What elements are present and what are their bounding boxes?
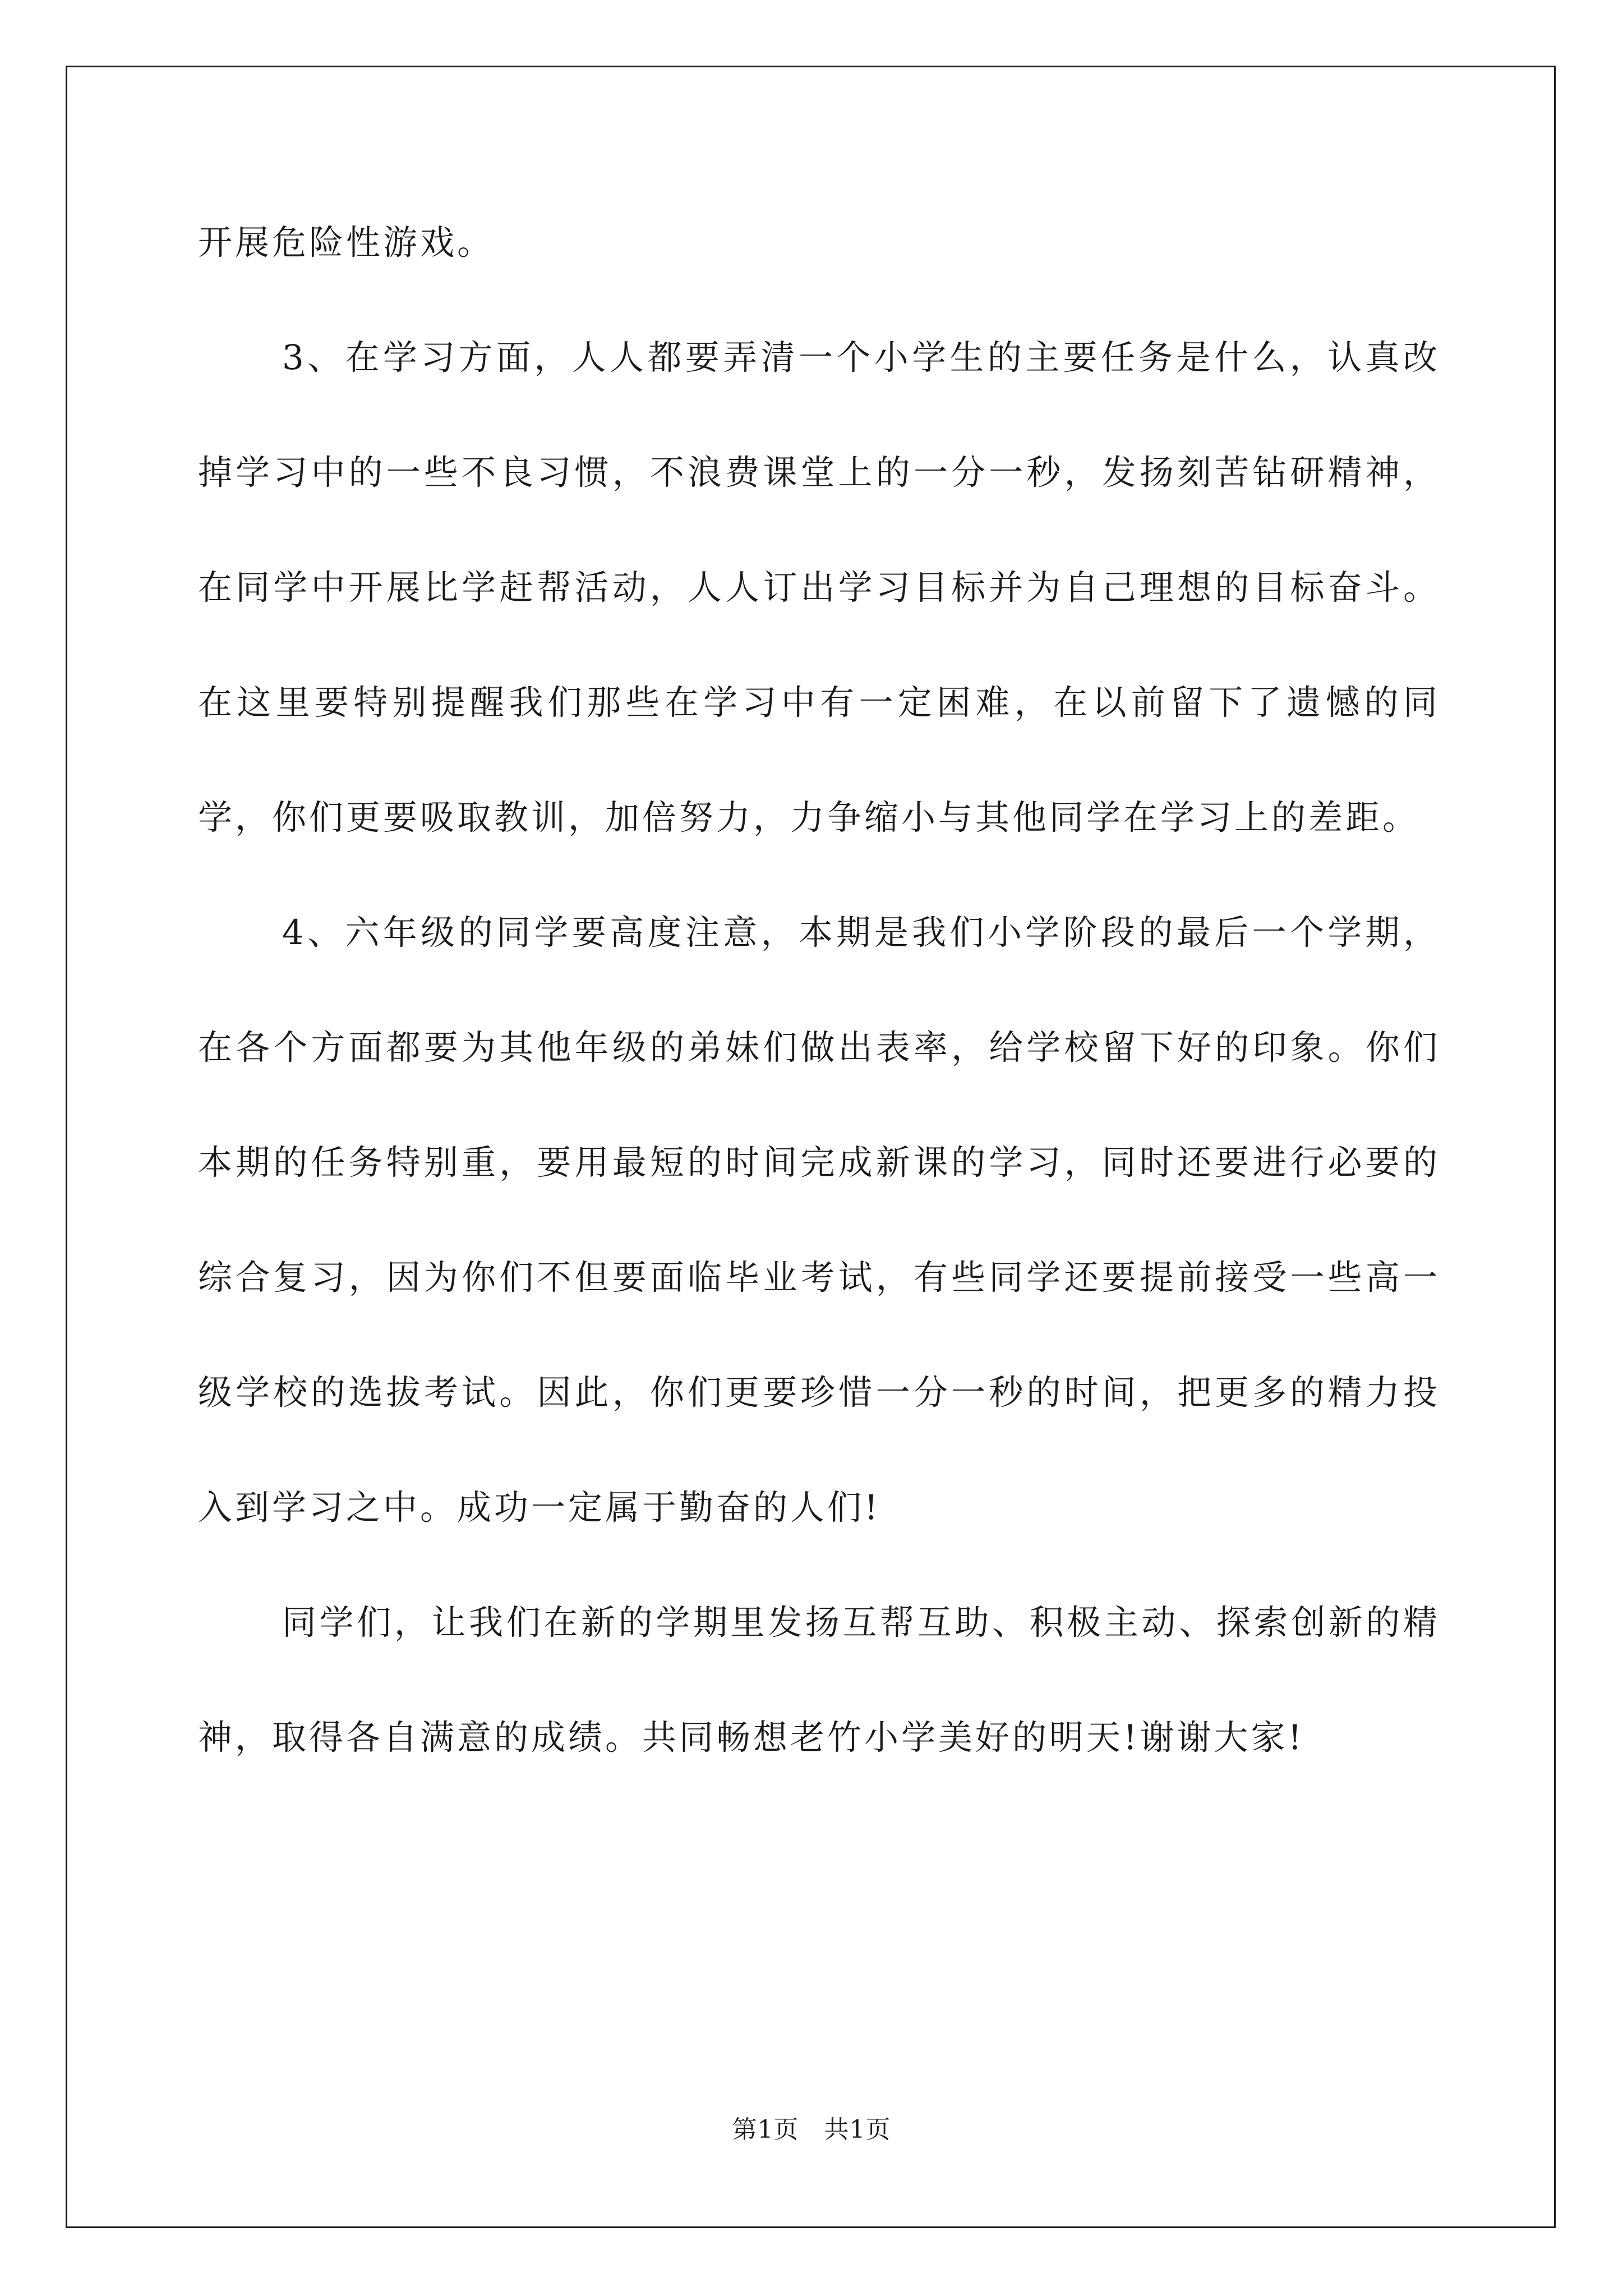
paragraph: 同学们，让我们在新的学期里发扬互帮互助、积极主动、探索创新的精神，取得各自满意的成绩。共同畅想老竹小学美好的明天!谢谢大家! — [198, 1603, 1440, 1757]
document-body — [198, 185, 1440, 1795]
paragraph: 3、在学习方面，人人都要弄清一个小学生的主要任务是什么，认真改掉学习中的一些不良习惯，不浪费课堂上的一分一秒，发扬刻苦钻研精神，在同学中开展比学赶帮活动，人人订出学习目标并为自己理想的目标奋斗。在这里要特别提醒我们那些在学习中有一定困难，在以前留下了遗憾的同学，你们更要吸取教训，加倍努力，力争缩小与其他同学在学习上的差距。 — [198, 338, 1440, 838]
page-number-footer: 第1页 共1页 — [732, 2115, 891, 2144]
paragraph: 开展危险性游戏。 — [198, 223, 495, 263]
paragraph: 4、六年级的同学要高度注意，本期是我们小学阶段的最后一个学期，在各个方面都要为其他年级的弟妹们做出表率，给学校留下好的印象。你们本期的任务特别重，要用最短的时间完成新课的学习，同时还要进行必要的综合复习，因为你们不但要面临毕业考试，有些同学还要提前接受一些高一级学校的选拔考试。因此，你们更要珍惜一分一秒的时间，把更多的精力投入到学习之中。成功一定属于勤奋的人们! — [198, 913, 1440, 1527]
